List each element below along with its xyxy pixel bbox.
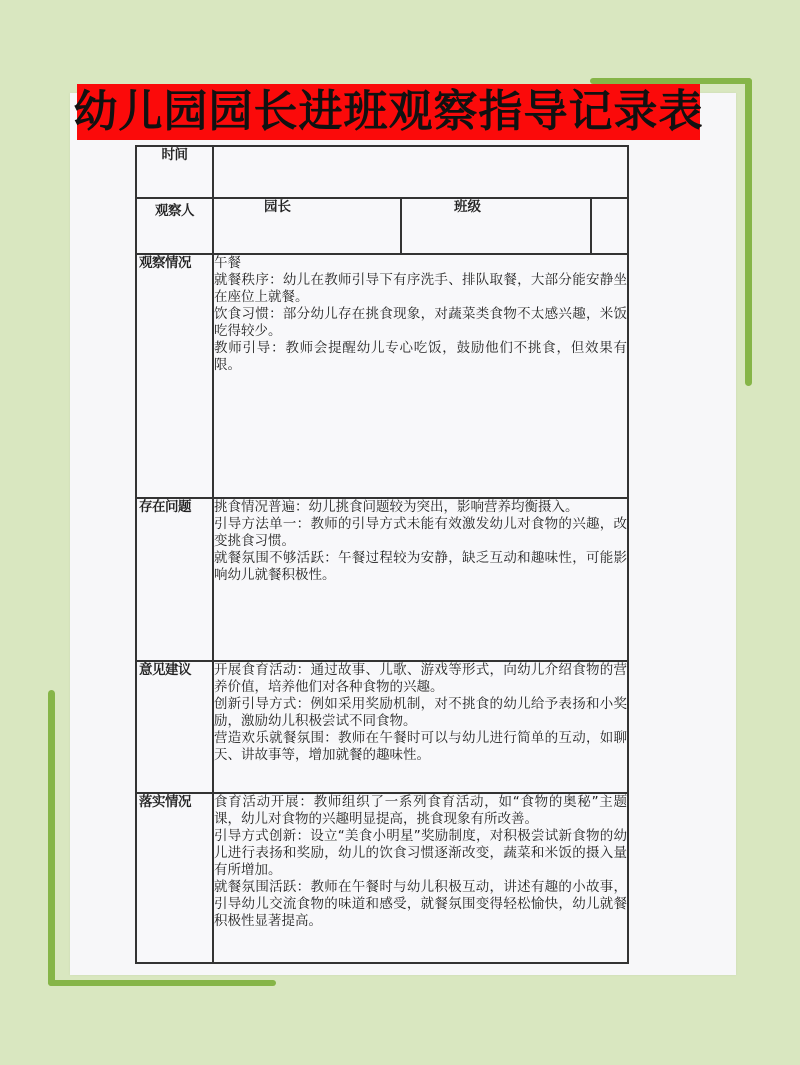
observation-line: 教师引导：教师会提醒幼儿专心吃饭，鼓励他们不挑食，但效果有限。	[214, 340, 628, 373]
bottom-left-bracket-vertical	[48, 690, 55, 986]
time-label: 时间	[136, 146, 213, 198]
suggestions-content	[213, 661, 628, 793]
observer-row	[136, 198, 628, 254]
class-label-cell	[401, 198, 591, 254]
observation-line: 午餐	[214, 255, 241, 271]
observation-content	[213, 254, 628, 498]
suggestion-line: 创新引导方式：例如采用奖励机制，对不挑食的幼儿给予表扬和小奖励，激励幼儿积极尝试不同食物。	[214, 696, 628, 729]
observation-line: 饮食习惯：部分幼儿存在挑食现象，对蔬菜类食物不太感兴趣，米饭吃得较少。	[214, 306, 628, 339]
observation-line: 就餐秩序：幼儿在教师引导下有序洗手、排队取餐，大部分能安静坐在座位上就餐。	[214, 272, 628, 305]
observer-value-cell[interactable]	[213, 198, 401, 254]
class-value-cell[interactable]	[591, 198, 628, 254]
suggestion-line: 开展食育活动：通过故事、儿歌、游戏等形式，向幼儿介绍食物的营养价值，培养他们对各种食物的兴趣。	[214, 662, 628, 695]
title-banner	[73, 84, 704, 140]
problem-line: 引导方法单一：教师的引导方式未能有效激发幼儿对食物的兴趣，改变挑食习惯。	[214, 516, 628, 549]
time-row	[136, 146, 628, 198]
observation-row	[136, 254, 628, 498]
implementation-label: 落实情况	[136, 793, 213, 963]
observer-value: 园长	[264, 199, 291, 215]
problems-row	[136, 498, 628, 661]
implementation-line: 引导方式创新：设立“美食小明星”奖励制度，对积极尝试新食物的幼儿进行表扬和奖励，幼儿的饮食习惯逐渐改变，蔬菜和米饭的摄入量有所增加。	[214, 828, 628, 878]
class-label: 班级	[454, 199, 481, 215]
implementation-line: 食育活动开展：教师组织了一系列食育活动，如“食物的奥秘”主题课，幼儿对食物的兴趣明显提高，挑食现象有所改善。	[214, 794, 628, 827]
problem-line: 挑食情况普遍：幼儿挑食问题较为突出，影响营养均衡摄入。	[214, 499, 579, 515]
bottom-left-bracket-horizontal	[48, 980, 276, 986]
implementation-content	[213, 793, 628, 963]
problems-content	[213, 498, 628, 661]
problems-label: 存在问题	[136, 498, 213, 661]
implementation-line: 就餐氛围活跃：教师在午餐时与幼儿积极互动，讲述有趣的小故事，引导幼儿交流食物的味道和感受，就餐氛围变得轻松愉快，幼儿就餐积极性显著提高。	[214, 879, 628, 929]
observer-label: 观察人	[136, 198, 213, 254]
suggestion-line: 营造欢乐就餐氛围：教师在午餐时可以与幼儿进行简单的互动，如聊天、讲故事等，增加就餐的趣味性。	[214, 730, 628, 763]
time-value-cell[interactable]	[213, 146, 628, 198]
top-right-bracket-vertical	[745, 78, 752, 386]
problem-line: 就餐氛围不够活跃：午餐过程较为安静，缺乏互动和趣味性，可能影响幼儿就餐积极性。	[214, 550, 628, 583]
suggestions-row	[136, 661, 628, 793]
page-title: 幼儿园园长进班观察指导记录表	[73, 86, 704, 137]
suggestions-label: 意见建议	[136, 661, 213, 793]
implementation-row	[136, 793, 628, 963]
record-form-table	[135, 145, 629, 964]
observation-label: 观察情况	[136, 254, 213, 498]
